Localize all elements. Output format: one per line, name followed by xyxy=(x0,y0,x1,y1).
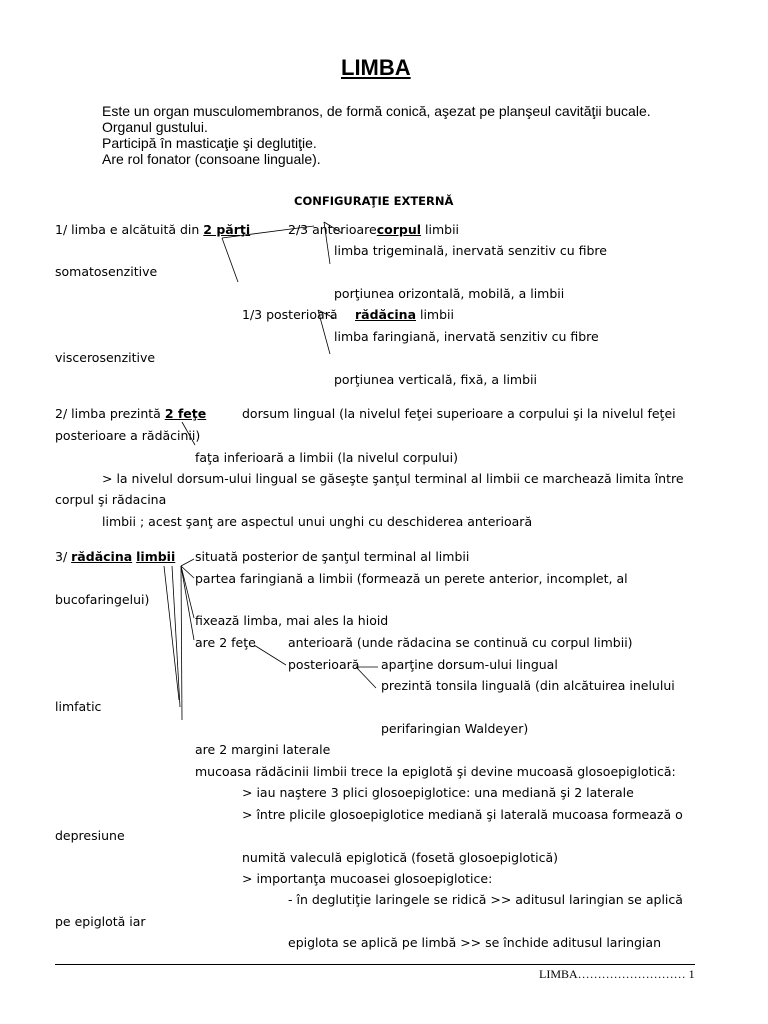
s3-lead-text: 3/ xyxy=(55,549,72,564)
s2-line-3: faţa inferioară a limbii (la nivelul corpului) xyxy=(195,450,458,465)
s1-connector-corpul-down xyxy=(324,222,330,264)
s3-fan-6 xyxy=(172,566,180,707)
s2-line-5: corpul şi rădacina xyxy=(55,492,167,507)
s3-limbii: limbii xyxy=(136,549,176,564)
s2-line-1: dorsum lingual (la nivelul feţei superioare a corpului şi la nivelul feţei xyxy=(242,406,676,421)
footer xyxy=(539,966,695,982)
s1-corpul-tail: limbii xyxy=(421,222,460,237)
s3-line-6b: aparţine dorsum-ului lingual xyxy=(381,657,558,672)
s3-fan-3 xyxy=(181,566,194,618)
s2-line-4: > la nivelul dorsum-ului lingual se găseşte şanţul terminal al limbii ce marchează limita între xyxy=(102,471,684,486)
s1-line-4: limba faringiană, inervată senzitiv cu fibre xyxy=(334,329,599,344)
s3-line-7: prezintă tonsila linguală (din alcătuirea inelului xyxy=(381,678,675,693)
s1-radacina-tail: limbii xyxy=(416,307,454,322)
s2-fete: 2 feţe xyxy=(164,406,207,421)
s3-line-6a: posterioară xyxy=(288,657,360,672)
s1-line-5: viscerosenzitive xyxy=(55,350,156,365)
s3-line-9: perifaringian Waldeyer) xyxy=(381,721,529,736)
s1-posterior-lead: 1/3 posterioară xyxy=(242,307,338,322)
s3-fan-4 xyxy=(181,566,194,640)
s2-connector xyxy=(182,422,195,445)
s3-connector-posterioara-d xyxy=(356,667,376,688)
s2-lead-text: 2/ limba prezintă xyxy=(55,406,165,421)
s3-fan-5 xyxy=(181,566,182,720)
s3-line-14: depresiune xyxy=(55,828,125,843)
s1-line-6: porţiunea verticală, fixă, a limbii xyxy=(334,372,537,387)
s1-anterior-lead: 2/3 anterioare xyxy=(288,222,377,237)
s3-line-17: - în deglutiţie laringele se ridică >> aditusul laringian se aplică xyxy=(288,892,683,907)
s1-connector-radacina-down xyxy=(318,310,330,354)
intro-line-4: Are rol fonator (consoane linguale). xyxy=(102,151,321,167)
s3-radacina: rădăcina xyxy=(71,549,133,564)
s1-line-1: limba trigeminală, inervată senzitiv cu fibre xyxy=(334,243,607,258)
footer-rule xyxy=(55,964,695,965)
s3-line-13: > între plicile glosoepiglotice mediană şi laterală mucoasa formează o xyxy=(242,807,683,822)
page-title: LIMBA xyxy=(341,55,411,80)
s3-line-16: > importanţa mucoasei glosoepiglotice: xyxy=(242,871,493,886)
s3-line-18: pe epiglotă iar xyxy=(55,914,146,929)
s1-connector-anterior xyxy=(222,226,314,238)
s3-fan-1 xyxy=(181,559,194,566)
s3-line-1: situată posterior de şanţul terminal al limbii xyxy=(195,549,470,564)
section-heading: CONFIGURAŢIE EXTERNĂ xyxy=(294,194,454,208)
footer-label: LIMBA xyxy=(539,967,578,981)
s3-line-11: mucoasa rădăcinii limbii trece la epiglotă şi devine mucoasă glosoepiglotică: xyxy=(195,764,676,779)
s1-radacina-word: rădăcina xyxy=(355,307,417,322)
s3-line-10: are 2 margini laterale xyxy=(195,742,331,757)
s3-line-5b: anterioară (unde rădacina se continuă cu corpul limbii) xyxy=(288,635,633,650)
s1-connector-posterior xyxy=(222,238,238,282)
s3-line-2: partea faringiană a limbii (formează un perete anterior, incomplet, al xyxy=(195,571,628,586)
s2-line-6: limbii ; acest şanţ are aspectul unui unghi cu deschiderea anterioară xyxy=(102,514,533,529)
s3-line-12: > iau naştere 3 plici glosoepiglotice: una mediană şi 2 laterale xyxy=(242,785,634,800)
s3-line-15: numită valeculă epiglotică (fosetă glosoepiglotică) xyxy=(242,850,558,865)
s1-connector-corpul-up xyxy=(324,222,342,233)
s3-line-5a: are 2 feţe xyxy=(195,635,256,650)
s1-line-3: porţiunea orizontală, mobilă, a limbii xyxy=(334,286,565,301)
s3-fan-7 xyxy=(164,566,179,700)
s2-line-2: posterioare a rădăcinii) xyxy=(55,428,201,443)
s3-line-8: limfatic xyxy=(55,699,102,714)
s3-line-19: epiglota se aplică pe limbă >> se închide aditusul laringian xyxy=(288,935,661,950)
footer-page-number: 1 xyxy=(688,967,695,981)
s1-line-2: somatosenzitive xyxy=(55,264,158,279)
s1-connector-radacina-up xyxy=(318,310,334,318)
s3-line-4: fixează limba, mai ales la hioid xyxy=(195,613,389,628)
intro-line-2: Organul gustului. xyxy=(102,119,208,135)
s3-connector-fete xyxy=(254,645,286,665)
s1-lead-text: 1/ limba e alcătuită din xyxy=(55,222,204,237)
s1-corpul: corpul xyxy=(376,222,422,237)
s3-line-3: bucofaringelui) xyxy=(55,592,150,607)
footer-dots: ……………………… xyxy=(577,967,686,981)
s1-parts: 2 părţi xyxy=(203,222,251,237)
intro-line-1: Este un organ musculomembranos, de formă conică, aşezat pe planşeul cavităţii bucale. xyxy=(102,103,651,119)
intro-line-3: Participă în masticaţie şi deglutiţie. xyxy=(102,135,317,151)
